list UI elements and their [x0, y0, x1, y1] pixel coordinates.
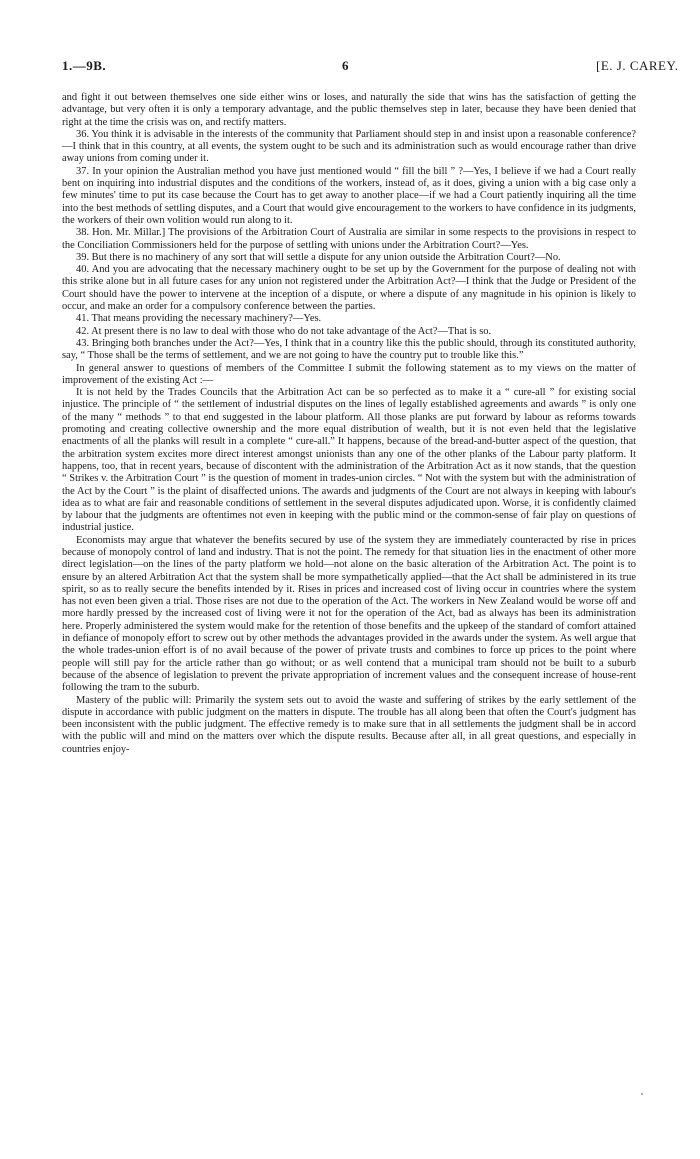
scan-speck	[641, 1093, 643, 1095]
body-text	[62, 92, 636, 756]
question-38: 38. Hon. Mr. Millar.] The provisions of the Arbitration Court of Australia are similar in some respects to the provisions in respect to the Conciliation Commissioners held for the purpose of settling with unions under the Arbitration Court?—Yes.	[62, 227, 636, 251]
statement-paragraph: Economists may argue that whatever the benefits secured by use of the system they are immediately counteracted by rise in prices because of monopoly control of land and industry. That is not the point. The remedy for that situation lies in the enactment of other more direct legislation—on the lines of the party platform we hold—not alone on the basic alteration of the Arbitration Act. The point is to ensure by an altered Arbitration Act that the system shall be more sympathetically applied—that the Act shall be administered in its true spirit, so as to really secure the benefits intended by it. Rises in prices and increased cost of living occur in countries where the system has not even been given a trial. Those rises are not due to the operation of the Act. The workers in New Zealand would be worse off and more hardly pressed by the increased cost of living were it not for the operation of the Act, bad as always has been its administration here. Properly administered the system would make for the retention of those benefits and the upkeep of the standard of comfort attained in defiance of monopoly effort to screw out by other methods the advantages provided in the awards under the system. As well argue that the whole trades-union effort is of no avail because of the power of private trusts and combines to force up prices to the point where people will still pay for the article rather than go without; or as well contend that a municipal tram should not be built to a suburb because of the absence of legislation to prevent the private appropriation of increment values and the consequent increase of house-rent following the tram to the suburb.	[62, 534, 636, 694]
statement-paragraph: It is not held by the Trades Councils that the Arbitration Act can be so perfected as to make it a “ cure-all ” for existing social injustice. The principle of “ the settlement of industrial disputes on the lines of legally established agreements and awards ” is only one of the many “ methods ” to that end suggested in the labour platform. All those planks are put forward by labour as reforms towards promoting and creating collective ownership and the more equal distribution of wealth, but it is not even held that the legislative enactments of all the planks will result in a complete “ cure-all.” It happens, because of the bread-and-butter aspect of the question, that the arbitration system excites more direct interest amongst unionists than any one of the other planks of the Labour party platform. It happens, too, that in recent years, because of discontent with the administration of the Arbitration Act as it now stands, that the question “ Strikes v. the Arbitration Court ” is the question of moment in trades-union circles. “ Not with the system but with the administration of the Act by the Court ” is the plaint of disaffected unions. The awards and judgments of the Court are not always in keeping with labour's idea as to what are fair and reasonable conditions of settlement in the several disputes adjudicated upon. Worse, it is confidently claimed by labour that the judgments are oftentimes not even in keeping with the public mind or the common-sense of fair play on questions of industrial justice.	[62, 387, 636, 534]
question-36: 36. You think it is advisable in the interests of the community that Parliament should step in and insist upon a reasonable conference?—I think that in this country, at all events, the system ought to be such and its administration such as would encourage rather than drive away unions from coming under it.	[62, 128, 636, 165]
statement-paragraph: Mastery of the public will: Primarily the system sets out to avoid the waste and suffering of strikes by the early settlement of the dispute in accordance with public judgment on the matters in dispute. The trouble has all along been that often the Court's judgment has been inconsistent with the public judgment. The effective remedy is to make sure that in all settlements the judgment shall be in accord with the public will and mind on the matters over which the dispute results. Because after all, in all great questions, and especially in countries enjoy-	[62, 694, 636, 755]
question-37: 37. In your opinion the Australian method you have just mentioned would “ fill the bill ” ?—Yes, I believe if we had a Court really bent on inquiring into industrial disputes and the conditions of the workers, instead of, as it does, giving a union with a big case only a few minutes' time to put its case because the Court has to get away to another place—if we had a Court patiently inquiring all the time into the best methods of settling disputes, and a Court that would give encouragement to the workers to have confidence in its judgments, the workers of their own volition would run along to it.	[62, 165, 636, 226]
paragraph-continuation: and fight it out between themselves one side either wins or loses, and naturally the side that wins has the satisfaction of getting the advantage, but very often it is only a temporary advantage, and the public themselves step in later, because they have been denied that right at the time the crisis was on, and rectify matters.	[62, 92, 636, 128]
question-41: 41. That means providing the necessary machinery?—Yes.	[76, 313, 322, 325]
question-40: 40. And you are advocating that the necessary machinery ought to be set up by the Government for the purpose of dealing not with this strike alone but in all future cases for any union not registered under the Arbitration Act?—I think that the Judge or President of the Court should have the power to intervene at the inception of a dispute, or where a dispute of any magnitude in his opinion is likely to occur, and make an order for a compulsory conference between the parties.	[62, 264, 636, 313]
question-39: 39. But there is no machinery of any sort that will settle a dispute for any union outside the Arbitration Court?—No.	[76, 251, 561, 263]
question-43: 43. Bringing both branches under the Act?—Yes, I think that in a country like this the public should, through its constituted authority, say, “ Those shall be the terms of settlement, and we are not going to have the country put to trouble like this.”	[62, 337, 636, 362]
witness-name: [E. J. CAREY.	[596, 58, 679, 73]
statement-intro: In general answer to questions of members of the Committee I submit the following statement as to my views on the matter of improvement of the existing Act :—	[62, 362, 636, 386]
report-reference: 1.—9B.	[62, 58, 107, 73]
question-42: 42. At present there is no law to deal with those who do not take advantage of the Act?—That is so.	[76, 325, 492, 337]
page-number: 6	[342, 58, 349, 73]
